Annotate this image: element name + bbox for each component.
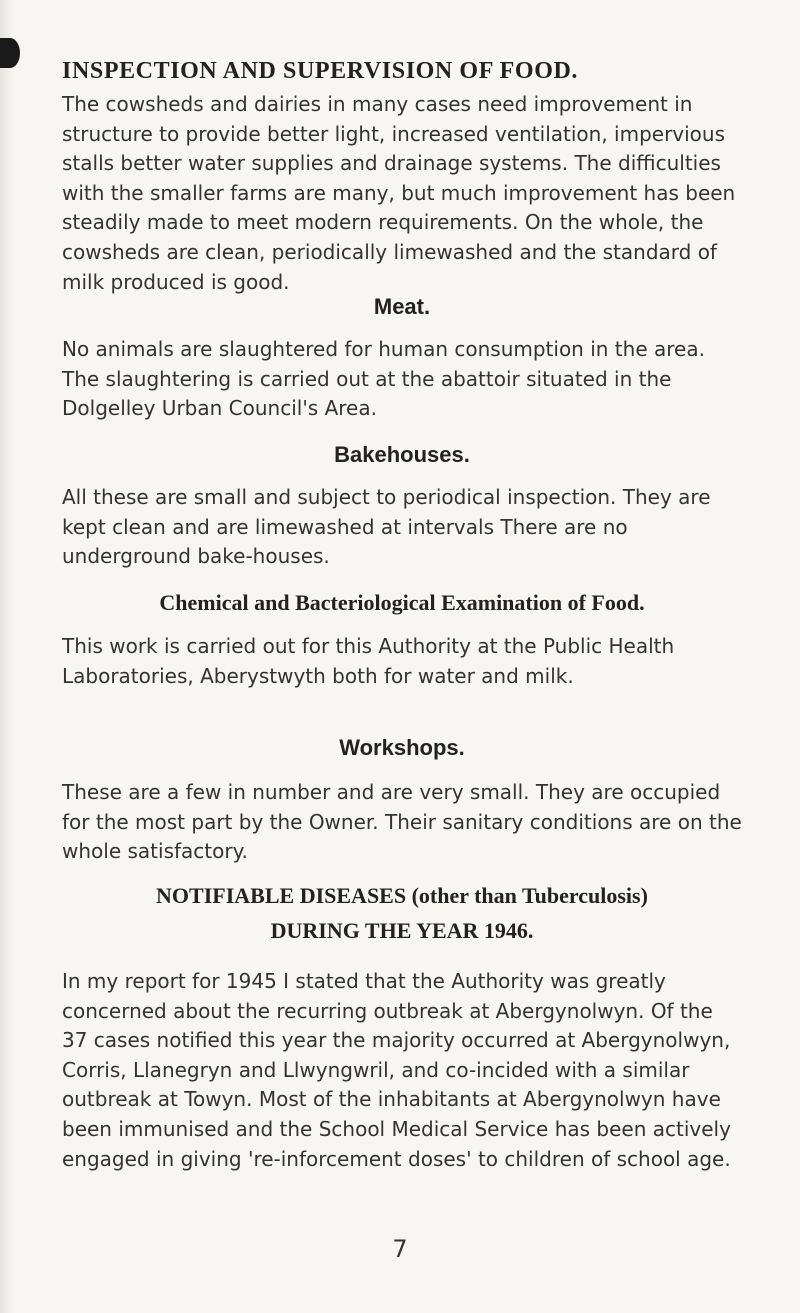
- notifiable-heading-line1: NOTIFIABLE DISEASES (other than Tuberculosis): [156, 883, 648, 908]
- meat-heading: Meat.: [373, 294, 431, 319]
- bakehouses-heading: Bakehouses.: [334, 442, 470, 467]
- bakehouses-paragraph: All these are small and subject to periodical inspection. They are kept clean and are limewashed at intervals There are no underground bake-houses.: [62, 485, 711, 569]
- workshops-paragraph: These are a few in number and are very small. They are occupied for the most part by the Owner. Their sanitary conditions are on the whole satisfactory.: [62, 780, 742, 864]
- binding-mark: [0, 38, 20, 68]
- chemical-heading: Chemical and Bacteriological Examination of Food.: [159, 590, 645, 615]
- notifiable-heading-line2: DURING THE YEAR 1946.: [270, 918, 534, 943]
- page-number: 7: [392, 1235, 408, 1263]
- notifiable-paragraph: In my report for 1945 I stated that the Authority was greatly concerned about the recurring outbreak at Abergynolwyn. Of the 37 cases notified this year the majority occurred at Abergynolwyn, Corris, Llanegryn and Llwyngwril, and co-incided with a similar outbreak at Towyn. Most of the inhabitants at Abergynolwyn have been immunised and the School Medical Service has been actively engaged in giving 're-inforcement doses' to children of school age.: [62, 969, 731, 1171]
- meat-paragraph: No animals are slaughtered for human consumption in the area. The slaughtering is carried out at the abattoir situated in the Dolgelley Urban Council's Area.: [62, 337, 705, 421]
- workshops-heading: Workshops.: [339, 735, 465, 760]
- chemical-paragraph: This work is carried out for this Authority at the Public Health Laboratories, Aberystwyth both for water and milk.: [62, 634, 675, 688]
- page-title: INSPECTION AND SUPERVISION OF FOOD.: [62, 58, 578, 84]
- page-edge-shadow: [0, 0, 14, 1313]
- cowsheds-paragraph: The cowsheds and dairies in many cases need improvement in structure to provide better light, increased ventilation, impervious stalls better water supplies and drainage systems. The difficulties with the smaller farms are many, but much improvement has been steadily made to meet modern requirements. On the whole, the cowsheds are clean, periodically limewashed and the standard of milk produced is good.: [62, 92, 736, 294]
